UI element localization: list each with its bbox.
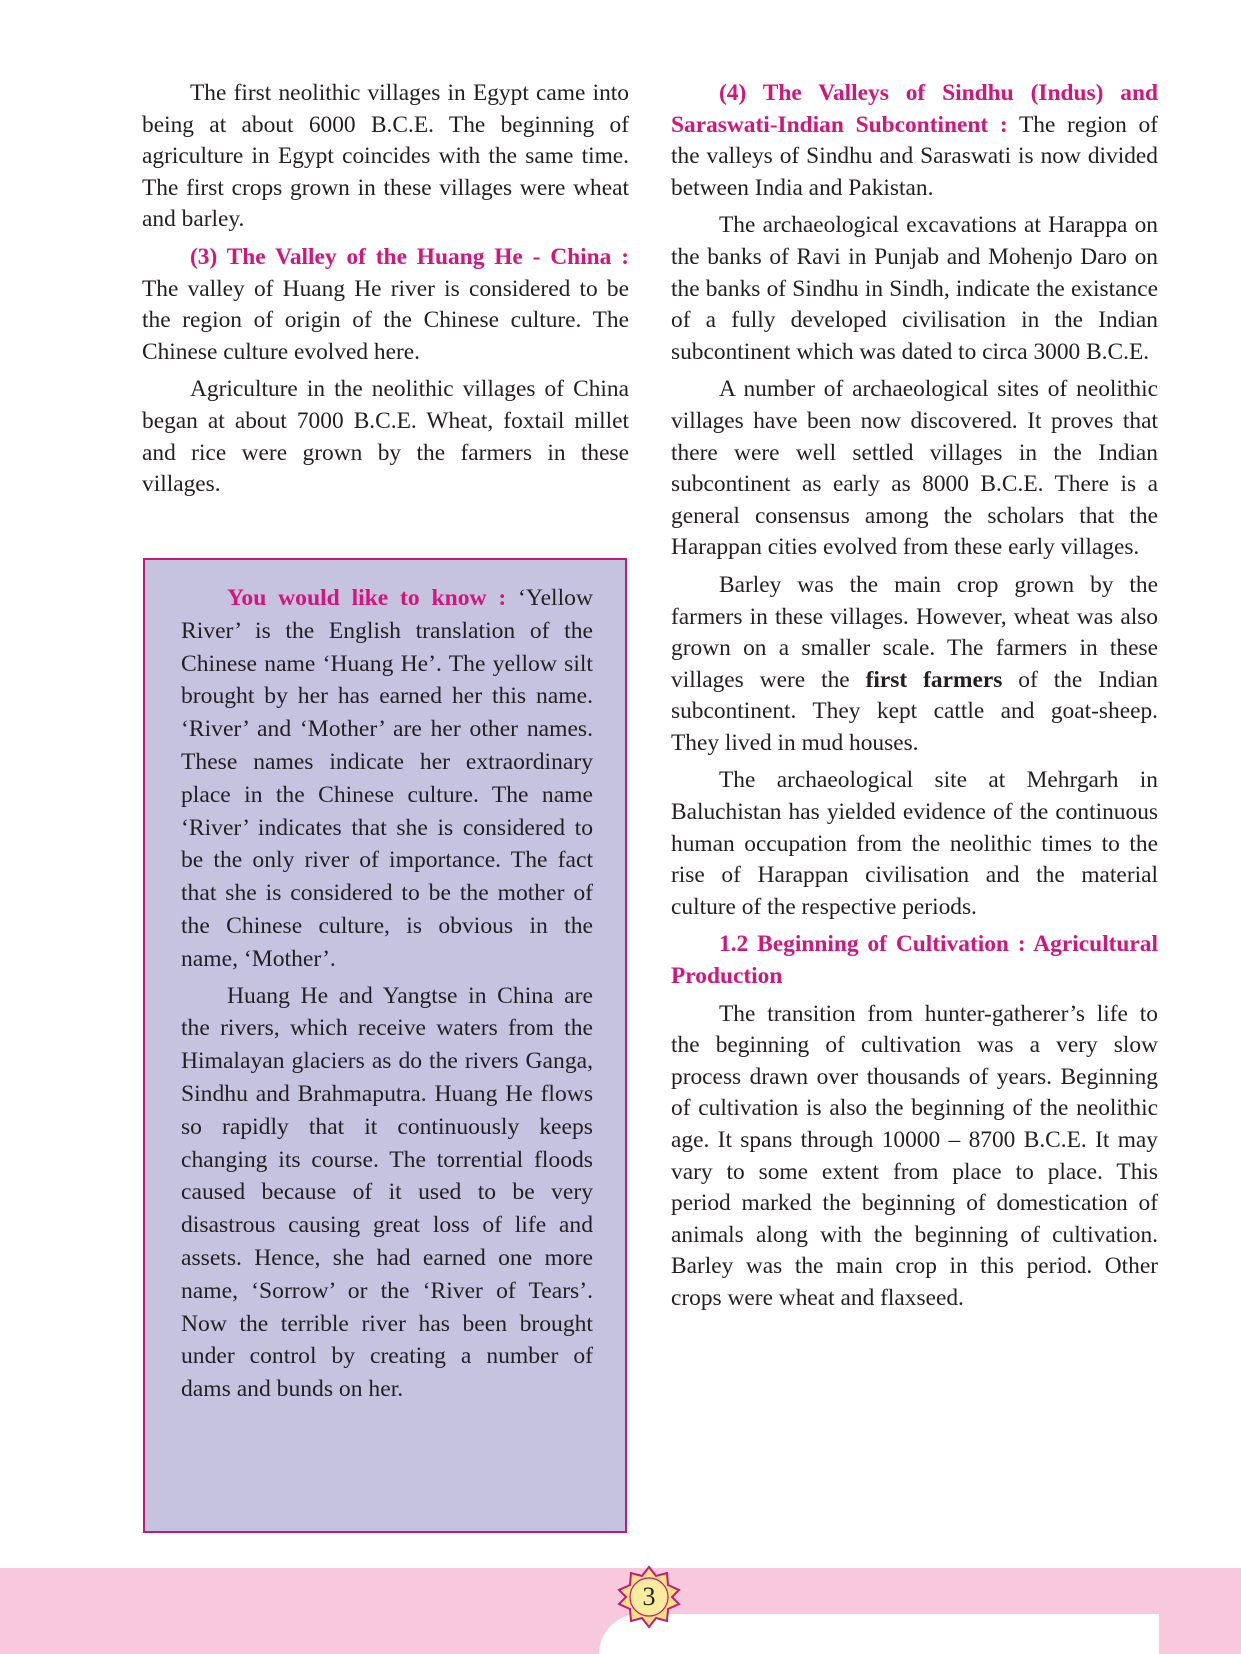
section-heading-1-2: 1.2 Beginning of Cultivation : Agricultural Production — [671, 931, 1158, 990]
left-column — [142, 78, 629, 507]
sindhu-text: The region of the valleys of Sindhu and Saraswati is now divided between India and Pakistan. — [671, 111, 1158, 201]
sindhu-paragraph — [671, 78, 1158, 204]
section-heading-huang-he: (3) The Valley of the Huang He - China : — [190, 243, 629, 270]
barley-text-c: of the Indian subcontinent. They kept cattle and goat-sheep. They lived in mud houses. — [671, 666, 1158, 756]
barley-paragraph — [671, 570, 1158, 760]
huang-he-paragraph — [142, 242, 629, 368]
neolithic-sites-paragraph: A number of archaeological sites of neolithic villages have been now discovered. It proves that there were well settled villages in the Indian subcontinent as early as 8000 B.C.E. There is a general consensus among the scholars that the Harappan cities evolved from these early villages. — [671, 376, 1158, 561]
info-box-text-1: ‘Yellow River’ is the English translation of the Chinese name ‘Huang He’. The yellow silt brought by her has earned her this name. ‘River’ and ‘Mother’ are her other names. These names indicate her extraordinary place in the Chinese culture. The name ‘River’ indicates that she is considered to be the only river of importance. The fact that she is considered to be the mother of the Chinese culture, is obvious in the name, ‘Mother’. — [181, 585, 593, 972]
first-farmers-bold: first farmers — [865, 666, 1003, 693]
page-number-badge — [616, 1564, 682, 1630]
harappa-paragraph: The archaeological excavations at Harappa on the banks of Ravi in Punjab and Mohenjo Daro on the banks of Sindhu in Sindh, indicate the existance of a fully developed civilisation in the Indian subcontinent which was dated to circa 3000 B.C.E. — [671, 212, 1158, 365]
page-number: 3 — [642, 1582, 656, 1611]
info-box-heading: You would like to know : — [227, 585, 507, 611]
mehrgarh-paragraph: The archaeological site at Mehrgarh in Baluchistan has yielded evidence of the continuous human occupation from the neolithic times to the rise of Harappan civilisation and the material culture of the respective periods. — [671, 767, 1158, 920]
china-agriculture-paragraph: Agriculture in the neolithic villages of China began at about 7000 B.C.E. Wheat, foxtail millet and rice were grown by the farmers in these villages. — [142, 376, 629, 498]
info-box-you-would-like-to-know — [143, 558, 627, 1533]
info-box-paragraph-2: Huang He and Yangtse in China are the rivers, which receive waters from the Himalayan glaciers as do the rivers Ganga, Sindhu and Brahmaputra. Huang He flows so rapidly that it continuously keeps changing its course. The torrential floods caused because of it used to be very disastrous causing great loss of life and assets. Hence, she had earned one more name, ‘Sorrow’ or the ‘River of Tears’. Now the terrible river has been brought under control by creating a number of dams and bunds on her. — [181, 982, 593, 1403]
section-heading-sindhu-saraswati: (4) The Valleys of Sindhu (Indus) and Saraswati-Indian Subcontinent : — [671, 80, 1158, 138]
footer-tab — [599, 1614, 1159, 1654]
huang-he-text: The valley of Huang He river is considered to be the region of origin of the Chinese culture. The Chinese culture evolved here. — [142, 275, 629, 365]
egypt-paragraph: The first neolithic villages in Egypt came into being at about 6000 B.C.E. The beginning of agriculture in Egypt coincides with the same time. The first crops grown in these villages were wheat and barley. — [142, 80, 629, 233]
right-column — [671, 78, 1158, 1321]
info-box-paragraph-1 — [181, 582, 593, 976]
barley-text-a: Barley was the main crop grown by the farmers in these villages. However, wheat was also grown on a smaller scale. The farmers in these villages were the — [671, 571, 1158, 693]
cultivation-paragraph: The transition from hunter-gatherer’s life to the beginning of cultivation was a very slow process drawn over thousands of years. Beginning of cultivation is also the beginning of the neolithic age. It spans through 10000 – 8700 B.C.E. It may vary to some extent from place to place. This period marked the beginning of domestication of animals along with the beginning of cultivation. Barley was the main crop in this period. Other crops were wheat and flaxseed. — [671, 1000, 1158, 1311]
